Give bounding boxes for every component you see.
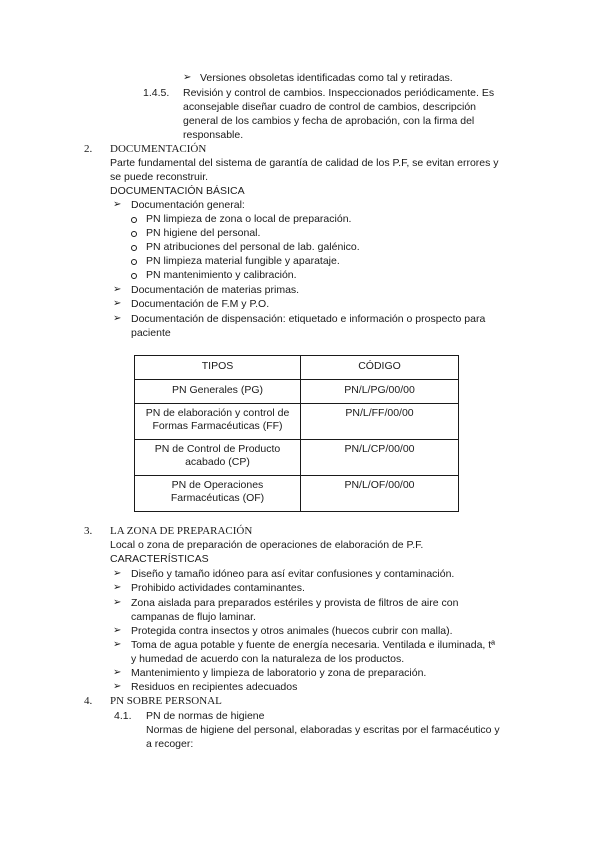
table-row [135,476,459,512]
section-title: PN SOBRE PERSONAL [110,695,222,707]
list-item: Prohibido actividades contaminantes. [131,582,305,594]
circle-bullet-icon [131,245,137,251]
paragraph-line: a recoger: [146,738,194,750]
circle-bullet-icon [131,231,137,237]
paragraph-line: aconsejable diseñar cuadro de control de cambios, descripción [183,101,477,113]
table-cell-tipo [135,440,301,476]
table-row [135,380,459,404]
list-item: Diseño y tamaño idóneo para así evitar confusiones y contaminación. [131,568,455,580]
table-cell-tipo [135,476,301,512]
cell-line: acabado (CP) [185,456,250,468]
section-title: LA ZONA DE PREPARACIÓN [110,525,253,537]
arrow-bullet-icon: ➢ [113,313,122,324]
arrow-bullet-icon: ➢ [113,625,122,636]
table-cell-codigo: PN/L/FF/00/00 [301,404,459,440]
list-item: Documentación de dispensación: etiquetado e información o prospecto para [131,313,486,325]
subsection-title: DOCUMENTACIÓN BÁSICA [110,185,245,197]
circle-bullet-icon [131,217,137,223]
section-number: 2. [84,143,93,155]
list-item-continued: campanas de flujo laminar. [131,611,256,623]
paragraph-line: Parte fundamental del sistema de garantía de calidad de los P.F, se evitan errores y [110,157,499,169]
table-row [135,440,459,476]
arrow-bullet-icon: ➢ [113,582,122,593]
arrow-bullet-icon: ➢ [113,667,122,678]
subsection-number: 4.1. [114,710,132,722]
arrow-bullet-icon: ➢ [113,639,122,650]
list-item: Versiones obsoletas identificadas como tal y retiradas. [200,72,453,84]
paragraph-line: se puede reconstruir. [110,171,209,183]
list-item: PN mantenimiento y calibración. [146,269,297,281]
arrow-bullet-icon: ➢ [113,568,122,579]
column-header: CÓDIGO [301,356,459,380]
paragraph-line: Local o zona de preparación de operaciones de elaboración de P.F. [110,539,424,551]
circle-bullet-icon [131,273,137,279]
table-cell-codigo: PN/L/PG/00/00 [301,380,459,404]
codes-table [134,355,459,512]
arrow-bullet-icon: ➢ [113,681,122,692]
table-cell-tipo [135,380,301,404]
column-header: TIPOS [135,356,301,380]
paragraph-line: Revisión y control de cambios. Inspeccionados periódicamente. Es [183,87,495,99]
section-number: 1.4.5. [143,87,170,99]
arrow-bullet-icon: ➢ [113,597,122,608]
paragraph-line: general de los cambios y fecha de aprobación, con la firma del [183,115,475,127]
section-title: DOCUMENTACIÓN [110,143,207,155]
table-row [135,404,459,440]
cell-line: Formas Farmacéuticas (FF) [152,420,283,432]
list-item: Documentación general: [131,199,245,211]
cell-line: PN de elaboración y control de [145,407,290,419]
list-item: Documentación de materias primas. [131,284,300,296]
list-item: Protegida contra insectos y otros animales (huecos cubrir con malla). [131,625,453,637]
cell-line: PN Generales (PG) [171,384,264,396]
subsection-title: PN de normas de higiene [146,710,265,722]
arrow-bullet-icon: ➢ [113,298,122,309]
table-header-row [135,356,459,380]
paragraph-line: Normas de higiene del personal, elaboradas y escritas por el farmacéutico y [146,724,500,736]
cell-line: PN de Control de Producto [154,443,281,455]
list-item: Documentación de F.M y P.O. [131,298,270,310]
table-cell-codigo: PN/L/CP/00/00 [301,440,459,476]
paragraph-line: responsable. [183,129,244,141]
arrow-bullet-icon: ➢ [183,72,192,83]
table-cell-tipo [135,404,301,440]
list-item: PN limpieza de zona o local de preparación. [146,213,352,225]
arrow-bullet-icon: ➢ [113,199,122,210]
cell-line: PN de Operaciones [171,479,264,491]
list-item-continued: paciente [131,327,171,339]
list-item: PN atribuciones del personal de lab. galénico. [146,241,360,253]
subsection-title: CARACTERÍSTICAS [110,553,209,565]
list-item: Residuos en recipientes adecuados [131,681,298,693]
list-item: Toma de agua potable y fuente de energía necesaria. Ventilada e iluminada, tª [131,639,496,651]
list-item: PN limpieza material fungible y aparataje. [146,255,340,267]
cell-line: Farmacéuticas (OF) [170,492,265,504]
section-number: 4. [84,695,93,707]
arrow-bullet-icon: ➢ [113,284,122,295]
list-item: PN higiene del personal. [146,227,261,239]
list-item: Zona aislada para preparados estériles y provista de filtros de aire con [131,597,459,609]
list-item-continued: y humedad de acuerdo con la naturaleza de los productos. [131,653,405,665]
section-number: 3. [84,525,93,537]
circle-bullet-icon [131,259,137,265]
list-item: Mantenimiento y limpieza de laboratorio y zona de preparación. [131,667,427,679]
table-cell-codigo: PN/L/OF/00/00 [301,476,459,512]
